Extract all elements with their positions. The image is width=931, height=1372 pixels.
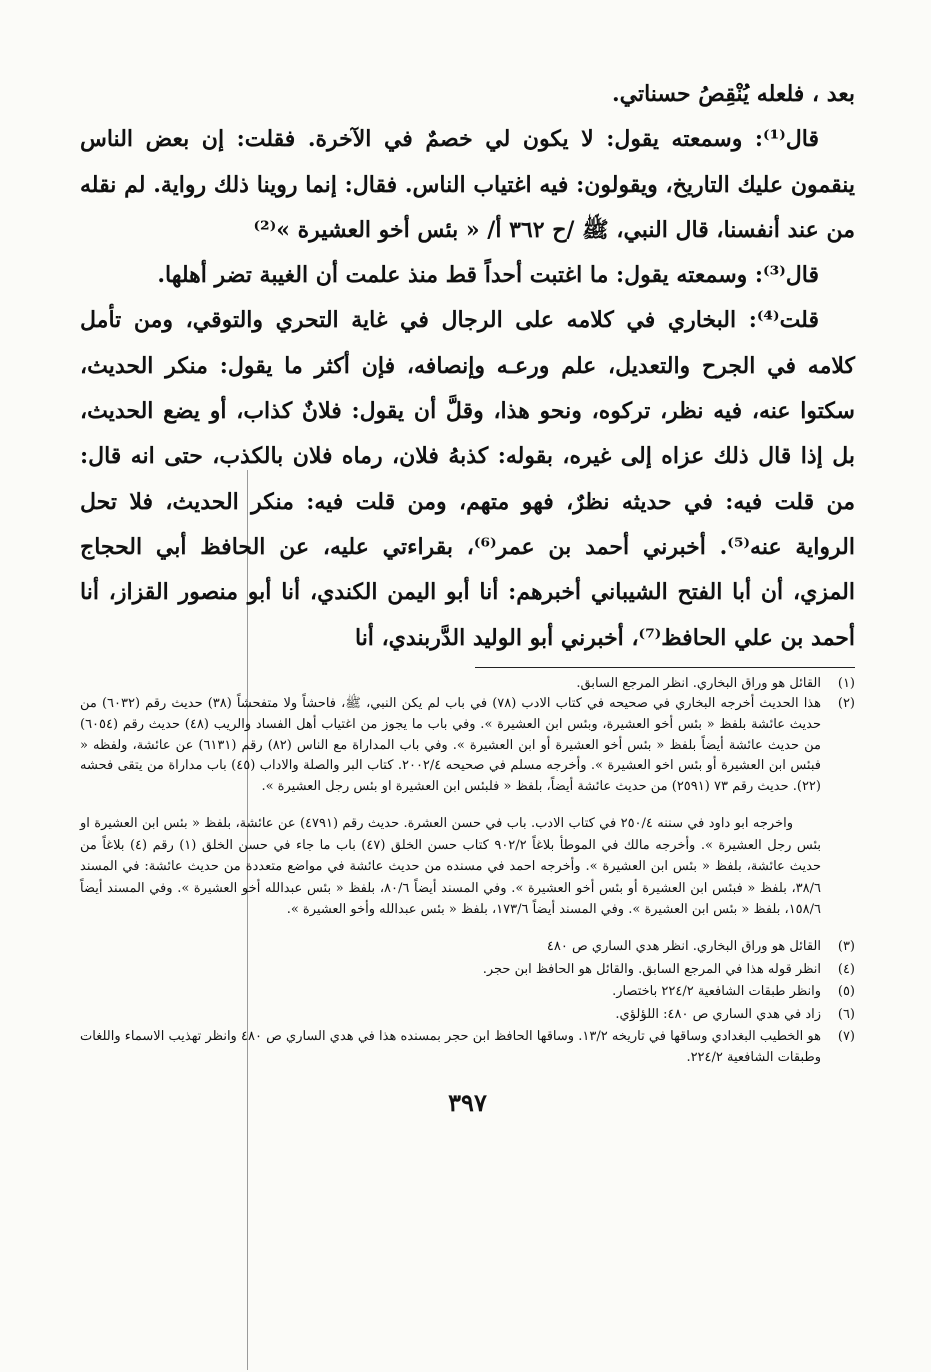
footnote-number: (٢)	[837, 696, 855, 712]
footnote-2	[80, 694, 855, 797]
footnote-text: هذا الحديث أخرجه البخاري في صحيحه في كتاب الادب (٧٨) في باب لم يكن النبي، ﷺ، فاحشاً ولا متفحشاً (٣٨) حديث رقم (٦٠٣٢) من حديث عائشة بلفظ « بئس أخو العشيرة، وبئس ابن العشيرة ». وفي باب ما يجوز من اغتياب أهل الفساد والريب (٤٨) حديث رقم (٦٠٥٤) من حديث عائشة أيضاً بلفظ « بئس أخو العشيرة أو ابن العشيرة ». وفي باب المداراة مع الناس (٨٢) رقم (٦١٣١) عن عائشة، ولفظه « فبئس ابن العشيرة أو بئس اخو العشيرة ». وأخرجه مسلم في صحيحه ٢٠٠٢/٤. كتاب البر والصلة والاداب (٤٥) باب مداراة من يتقى فحشه (٢٢). حديث رقم ٧٣ (٢٥٩١) من حديث عائشة أيضاً، بلفظ « فلبئس ابن العشيرة او بئس رجل العشيرة ».	[80, 696, 822, 794]
footnote-text: زاد في هدي الساري ص ٤٨٠: اللؤلؤي.	[615, 1006, 821, 1022]
footnote-6	[80, 1005, 855, 1026]
footnote-5	[80, 982, 855, 1003]
footnote-number: (٥)	[837, 984, 855, 1000]
footnotes-first	[80, 674, 855, 798]
footnote-3	[80, 937, 855, 958]
footnote-text: القائل هو وراق البخاري. انظر المرجع السابق.	[576, 675, 821, 691]
footnote-text: انظر قوله هذا في المرجع السابق. والقائل هو الحافظ ابن حجر.	[482, 961, 821, 977]
footnote-4	[80, 960, 855, 981]
book-page	[80, 72, 855, 1117]
page-number: ٣٩٧	[448, 1088, 487, 1118]
footnote-7	[80, 1027, 855, 1068]
footnote-number: (٧)	[837, 1029, 855, 1045]
main-text	[80, 72, 855, 661]
footnote-text: هو الخطيب البغدادي وساقها في تاريخه ١٣/٢. وساقها الحافظ ابن حجر بمسنده هذا في هدي الساري ص ٤٨٠ وانظر تهذيب الاسماء واللغات وطبقات الشافعية ٢٢٤/٢.	[80, 1029, 821, 1065]
footnote-separator	[475, 667, 855, 668]
paragraph-3: قال⁽³⁾: وسمعته يقول: ما اغتبت أحداً قط منذ علمت أن الغيبة تضر أهلها.	[157, 262, 819, 289]
footnote-text: وانظر طبقات الشافعية ٢٢٤/٢ باختصار.	[612, 984, 821, 1000]
footnote-1	[80, 674, 855, 695]
footnote-number: (٤)	[837, 961, 855, 977]
footnote-number: (٦)	[837, 1006, 855, 1022]
footnote-text: القائل هو وراق البخاري. انظر هدي الساري ص ٤٨٠	[546, 938, 821, 954]
footnotes-second	[80, 937, 855, 1069]
paragraph-4: قلت⁽⁴⁾: البخاري في كلامه على الرجال في غاية التحري والتوقي، ومن تأمل كلامه في الجرح والتعديل، علم ورعـه وإنصافه، فإن أكثر ما يقول: منكر الحديث، سكتوا عنه، فيه نظر، تركوه، ونحو هذا، وقلَّ أن يقول: فلانٌ كذاب، أو يضع الحديث، بل إذا قال ذلك عزاه إلى غيره، بقوله: كذبهُ فلان، رماه فلان بالكذب، حتى انه قال: من قلت فيه: في حديثه نظرٌ، فهو متهم، ومن قلت فيه: منكر الحديث، فلا تحل الرواية عنه⁽⁵⁾. أخبرني أحمد بن عمر⁽⁶⁾، بقراءتي عليه، عن الحافظ أبي الحجاج المزي، أن أبا الفتح الشيباني أخبرهم: أنا أبو اليمن الكندي، أنا أبو منصور القزاز، أنا أحمد بن علي الحافظ⁽⁷⁾، أخبرني أبو الوليد الدَّربندي، أنا	[80, 307, 855, 651]
footnote-number: (١)	[837, 675, 855, 691]
footnote-2-continuation: واخرجه ابو داود في سننه ٢٥٠/٤ في كتاب الادب. باب في حسن العشرة. حديث رقم (٤٧٩١) عن عائشة، بلفظ « بئس ابن العشيرة او بئس رجل العشيرة ». وأخرجه مالك في الموطأ بلاغاً ٩٠٢/٢ كتاب حسن الخلق (٤٧) باب ما جاء في حسن الخلق (١) رقم (٤) بلاغاً من حديث عائشة، بلفظ « بئس ابن العشيرة ». وأخرجه احمد في مسنده من حديث عائشة في مواضع متعددة من حديث عائشة: في المسند ٣٨/٦، بلفظ « فبئس ابن العشيرة أو بئس أخو العشيرة ». وفي المسند أيضاً ٨٠/٦، بلفظ « بئس عبدالله أخو العشيرة ». وفي المسند أيضاً ١٥٨/٦، بلفظ « بئس ابن العشيرة ». وفي المسند أيضاً ١٧٣/٦، بلفظ « بئس عبدالله وأخو العشيرة ».	[80, 816, 821, 918]
paragraph-2: قال⁽¹⁾: وسمعته يقول: لا يكون لي خصمٌ في الآخرة. فقلت: إن بعض الناس ينقمون عليك التاريخ، ويقولون: فيه اغتياب الناس. فقال: إنما روينا ذلك رواية. لم نقله من عند أنفسنا، قال النبي، ﷺ /ح ٣٦٢ أ/ « بئس أخو العشيرة »⁽²⁾	[80, 126, 855, 243]
footnote-number: (٣)	[837, 938, 855, 954]
paragraph-1: بعد ، فلعله يُنْقِصُ حسناتي.	[611, 81, 855, 107]
